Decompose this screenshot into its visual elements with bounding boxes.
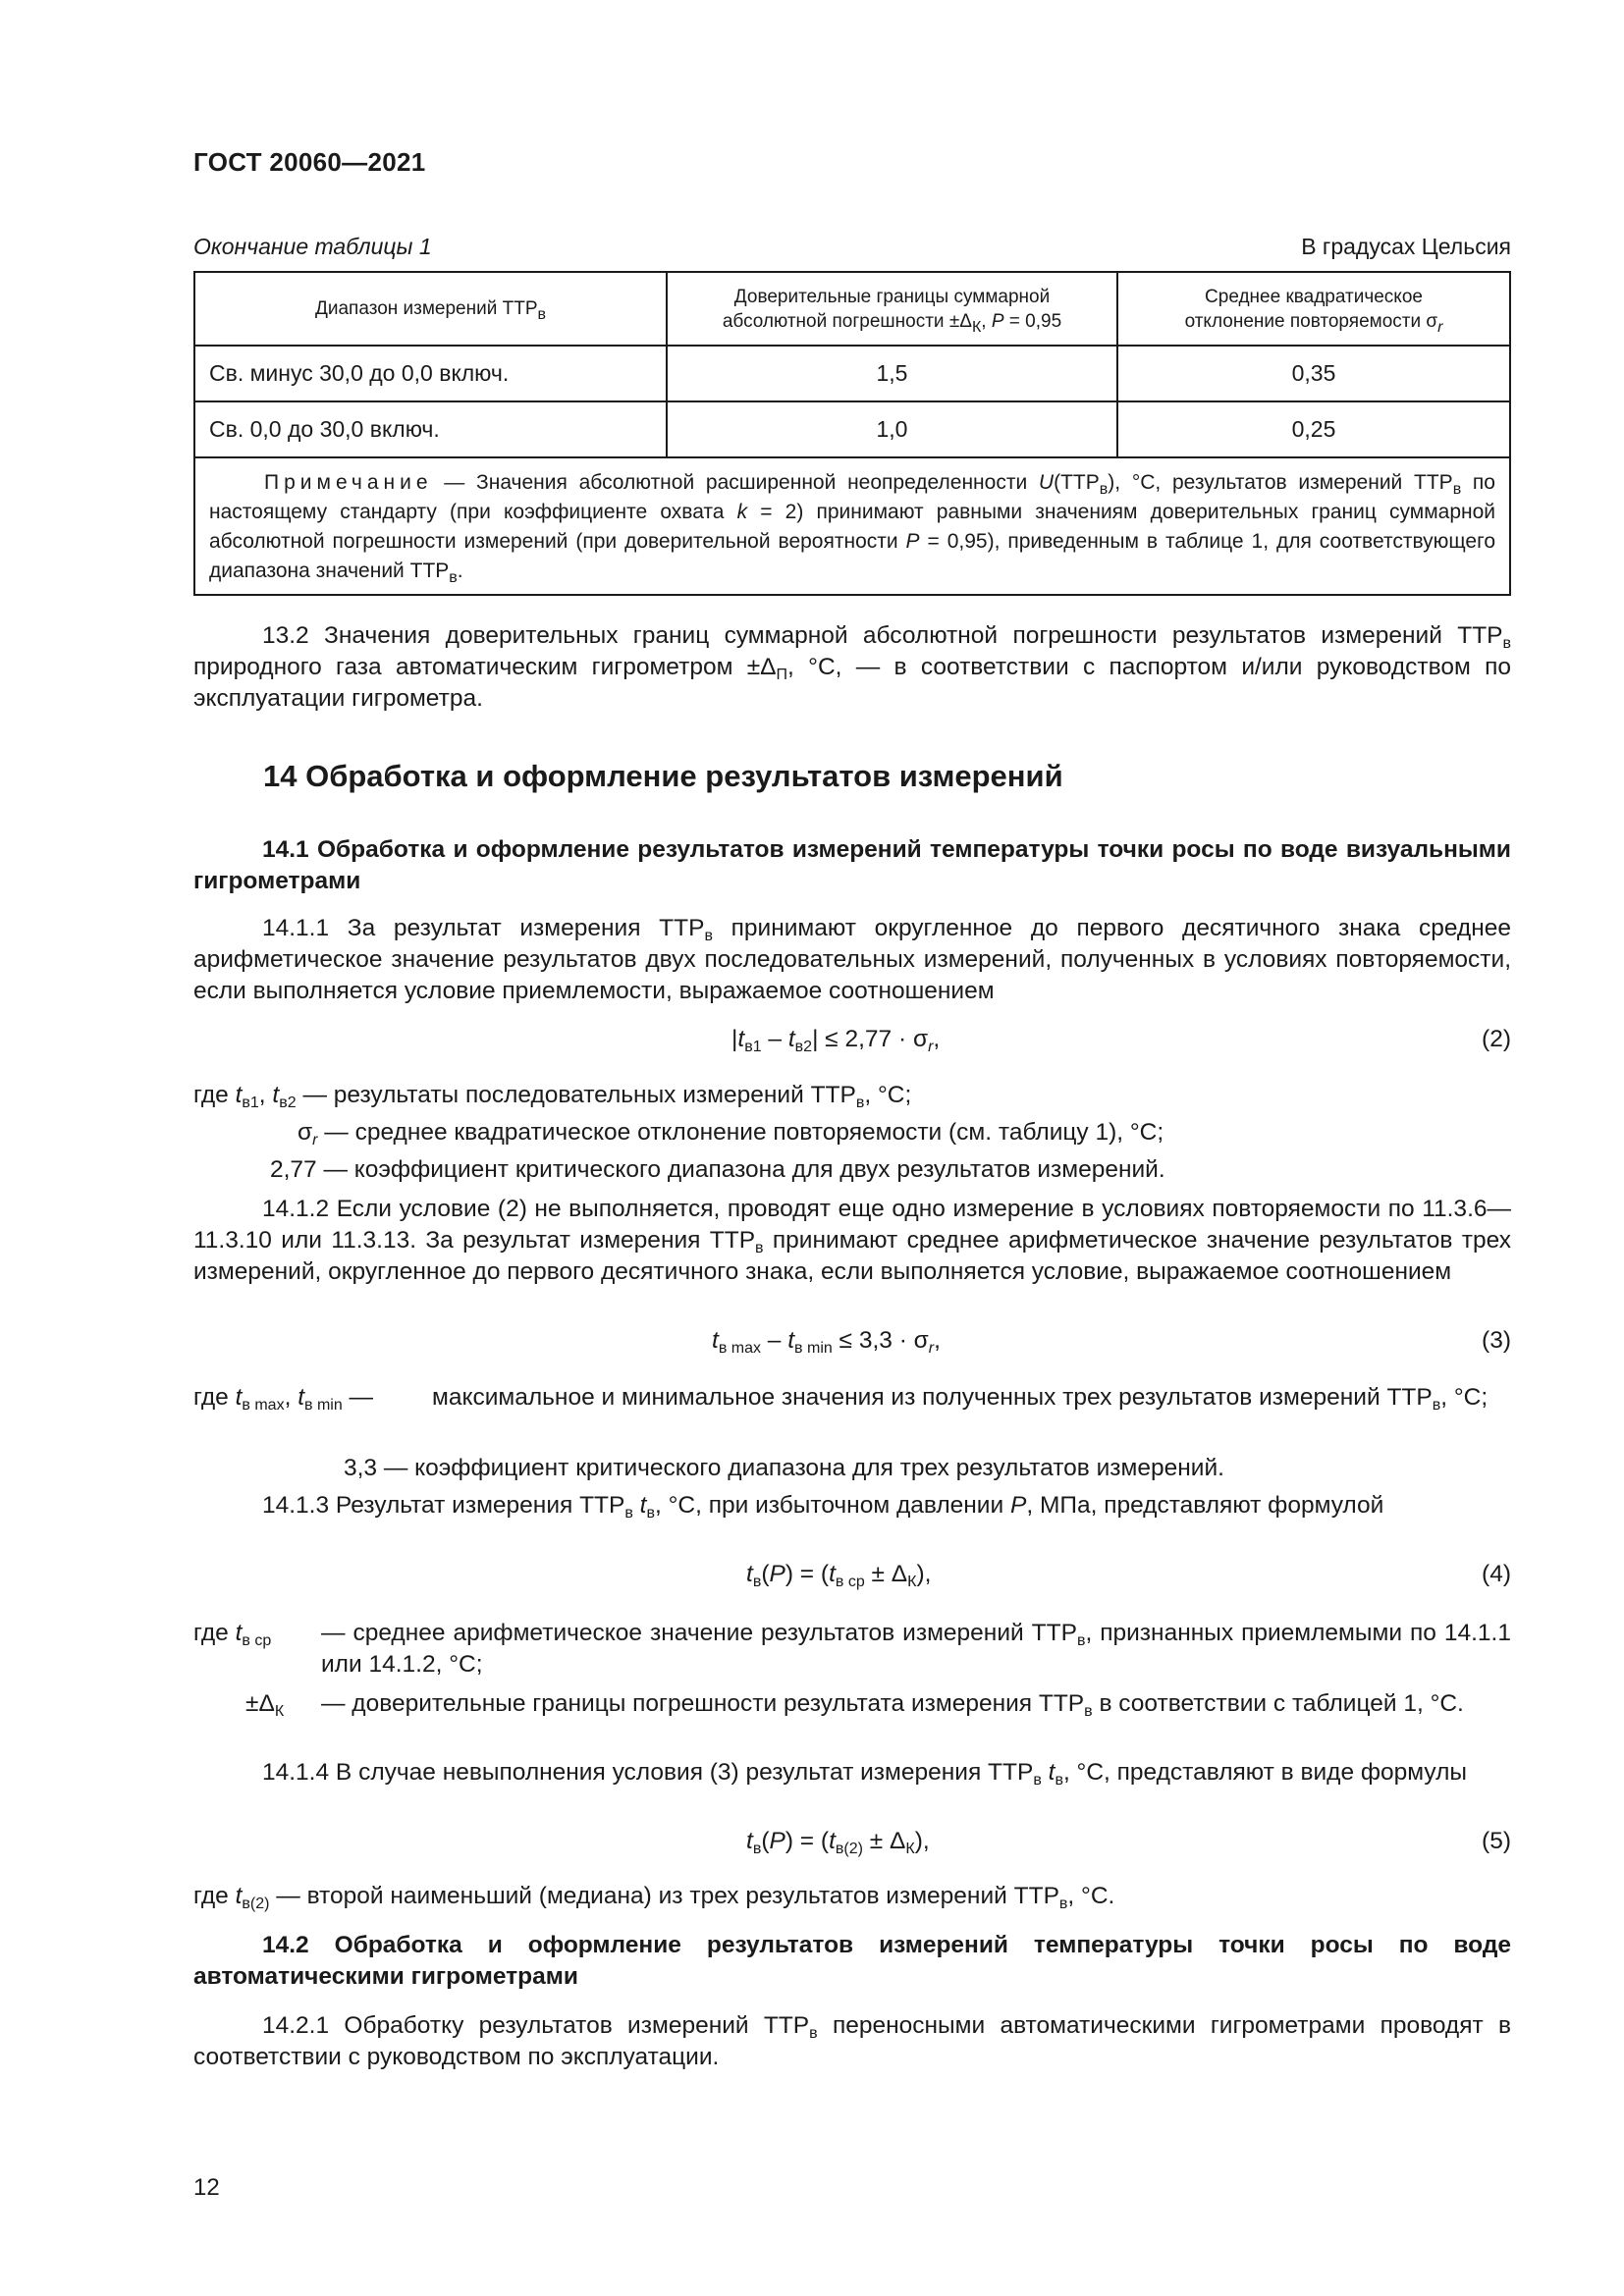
- definition-3-3: 3,3 — коэффициент критического диапазона для трех результатов измерений.: [344, 1455, 1224, 1481]
- table-units: В градусах Цельсия: [1301, 234, 1511, 259]
- definition-sigma-r: $\sigma_r$ — среднее квадратическое отклонение повторяемости (см. таблицу 1), °С;: [298, 1119, 1164, 1148]
- cell-sigma: 0,35: [1117, 346, 1510, 401]
- paragraph-14-1-3: 14.1.3 Результат измерения $ТТР_в$ $t_в$, °С, при избыточном давлении P, МПа, представляют формулой: [262, 1492, 1384, 1522]
- cell-delta: 1,0: [667, 401, 1117, 457]
- section-14-heading: 14 Обработка и оформление результатов измерений: [263, 759, 1063, 793]
- table-header-row: [194, 272, 1510, 346]
- paragraph-14-1-2: 14.1.2 Если условие (2) не выполняется, проводят еще одно измерение в условиях повторяемости по 11.3.6—11.3.10 или 11.3.13. За результат измерения $ТТР_в$ принимают среднее арифметическое значение результатов трех измерений, округленное до первого десятичного знака, если выполняется условие, выражаемое соотношением: [193, 1196, 1511, 1285]
- definition-t-max-min-term: где $t_{в max}$, $t_{в min}$ —: [193, 1384, 374, 1414]
- measurement-table: [193, 271, 1511, 596]
- equation-5: $t_в(P) = (t_{в(2)} \pm \Delta_К)$,: [746, 1828, 930, 1857]
- paragraph-14-2-1: 14.2.1 Обработку результатов измерений $ТТР_в$ переносными автоматическими гигрометрами проводят в соответствии с руководством по эксплуатации.: [193, 2012, 1512, 2070]
- equation-4: $t_в(P) = (t_{в ср} \pm \Delta_К)$,: [746, 1561, 932, 1590]
- table-row: [194, 401, 1510, 457]
- page-number: 12: [193, 2174, 220, 2201]
- table-caption: Окончание таблицы 1: [193, 234, 432, 259]
- equation-3-number: (3): [1482, 1327, 1511, 1354]
- equation-4-number: (4): [1482, 1561, 1511, 1587]
- cell-range: Св. минус 30,0 до 0,0 включ.: [194, 346, 667, 401]
- paragraph-14-1-4: 14.1.4 В случае невыполнения условия (3) результат измерения $ТТР_в$ $t_в$, °С, представляют в виде формулы: [262, 1759, 1468, 1789]
- definition-delta-k-text: — доверительные границы погрешности результата измерения $ТТР_в$ в соответствии с таблицей 1, °С.: [321, 1690, 1464, 1720]
- equation-3: $t_{в max} - t_{в min} \le 3,3 \cdot \sigma_r$,: [712, 1327, 941, 1357]
- definition-t-median: где $t_{в(2)}$ — второй наименьший (медиана) из трех результатов измерений $ТТР_в$, °С.: [193, 1883, 1115, 1912]
- table-note: Примечание — Значения абсолютной расширенной неопределенности $U(ТТР_в)$, °С, результатов измерений $ТТР_в$ по настоящему стандарту (при коэффициенте охвата k = 2) принимают равными значениям доверительных границ суммарной абсолютной погрешности измерений (при доверительной вероятности P = 0,95), приведенным в таблице 1, для соответствующего диапазона значений $ТТР_в$.: [194, 457, 1510, 595]
- paragraph-13-2: 13.2 Значения доверительных границ суммарной абсолютной погрешности результатов измерений $ТТР_в$ природного газа автоматическим гигрометром $\pm\Delta_П$, °С, — в соответствии с паспортом и/или руководством по эксплуатации гигрометра.: [193, 622, 1511, 712]
- cell-range: Св. 0,0 до 30,0 включ.: [194, 401, 667, 457]
- header-delta: Доверительные границы суммарной абсолютной погрешности $\pm\Delta_К$, P = 0,95: [667, 272, 1117, 346]
- header-sigma: Среднее квадратическое отклонение повторяемости $\sigma_r$: [1117, 272, 1510, 346]
- definition-delta-k-term: $\pm\Delta_К$: [245, 1690, 285, 1720]
- table-row: [194, 346, 1510, 401]
- document-code: ГОСТ 20060—2021: [193, 147, 426, 177]
- definition-t-v1-v2: где $t_{в1}$, $t_{в2}$ — результаты последовательных измерений $ТТР_в$, °С;: [193, 1082, 912, 1111]
- equation-5-number: (5): [1482, 1828, 1511, 1854]
- definition-t-sr-text: — среднее арифметическое значение результатов измерений $ТТР_в$, признанных приемлемыми по 14.1.1 или 14.1.2, °С;: [321, 1620, 1511, 1678]
- header-range: Диапазон измерений $ТТР_в$: [194, 272, 667, 346]
- equation-2-number: (2): [1482, 1026, 1511, 1052]
- definition-t-max-min-text: максимальное и минимальное значения из полученных трех результатов измерений $ТТР_в$, °С;: [432, 1384, 1489, 1414]
- paragraph-14-1-1: 14.1.1 За результат измерения $ТТР_в$ принимают округленное до первого десятичного знака среднее арифметическое значение результатов двух последовательных измерений, полученных в условиях повторяемости, если выполняется условие приемлемости, выражаемое соотношением: [193, 915, 1511, 1004]
- cell-sigma: 0,25: [1117, 401, 1510, 457]
- definition-2-77: 2,77 — коэффициент критического диапазона для двух результатов измерений.: [270, 1156, 1165, 1183]
- subsection-14-1-heading: 14.1 Обработка и оформление результатов измерений температуры точки росы по воде визуальными гигрометрами: [193, 836, 1511, 894]
- subsection-14-2-heading: 14.2 Обработка и оформление результатов измерений температуры точки росы по воде автоматическими гигрометрами: [193, 1932, 1511, 1990]
- table-note-row: [194, 457, 1510, 595]
- cell-delta: 1,5: [667, 346, 1117, 401]
- definition-t-sr-term: где $t_{в ср}$: [193, 1620, 272, 1649]
- equation-2: $|t_{в1} - t_{в2}| \le 2,77 \cdot \sigma_r$,: [731, 1026, 941, 1055]
